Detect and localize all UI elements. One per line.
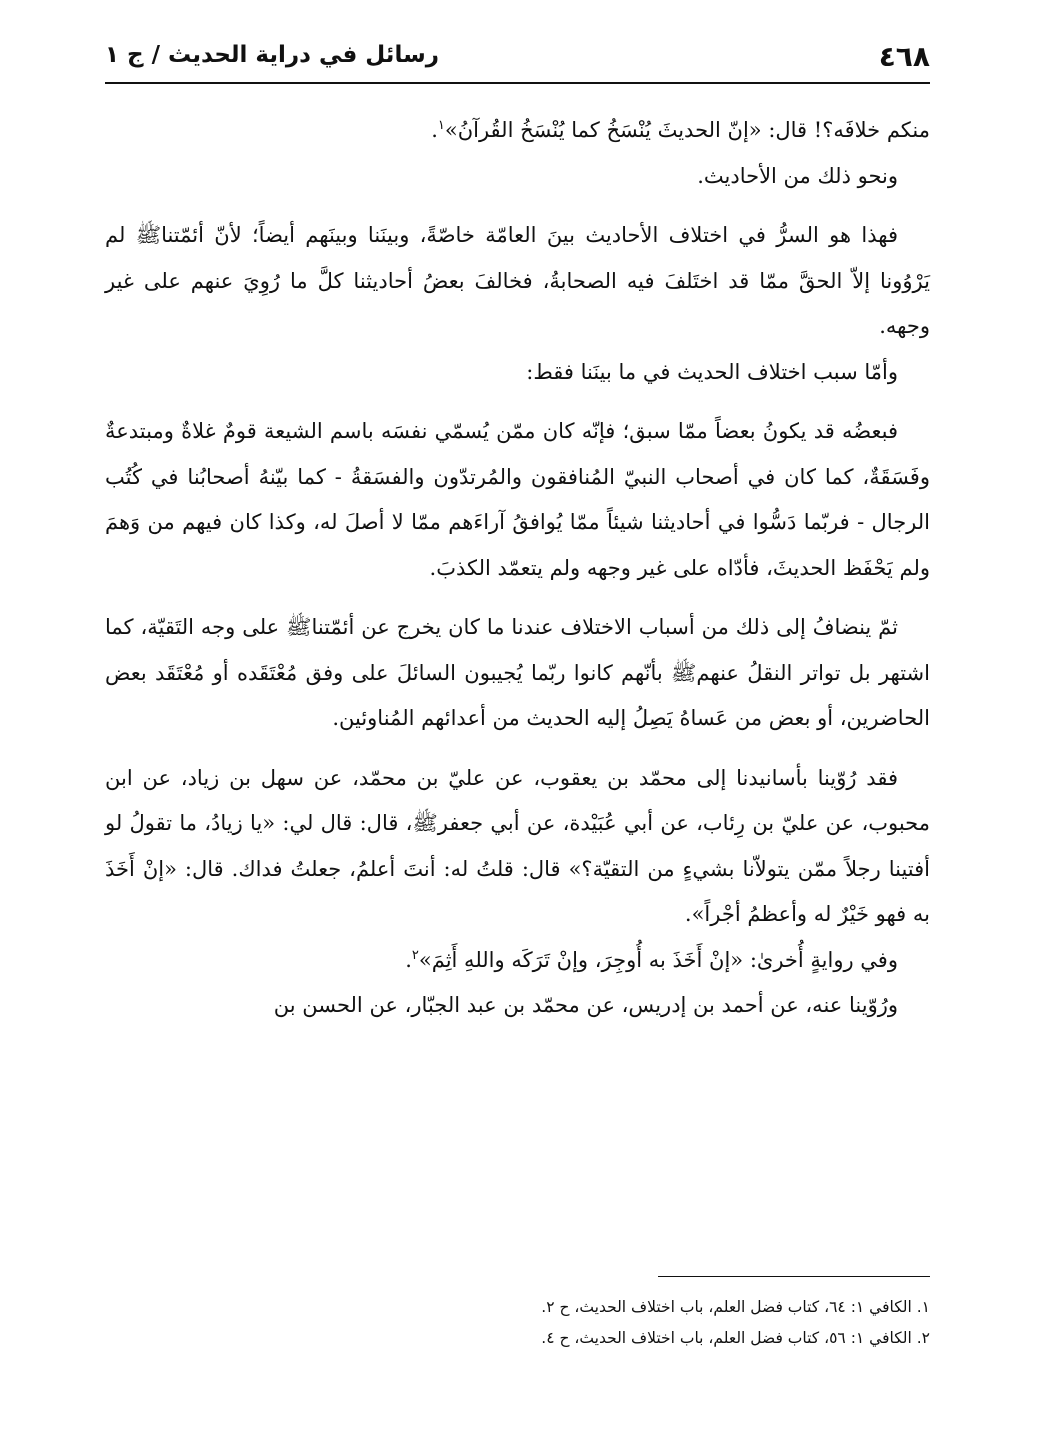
paragraph-tail: . [405, 947, 412, 972]
footnote: ١. الكافي ١: ٦٤، كتاب فضل العلم، باب اختلاف الحديث، ح ٢. [541, 1298, 930, 1316]
paragraph-text: منكم خلافَه؟! قال: «إنّ الحديثَ يُنْسَخُ كما يُنْسَخُ القُرآنُ» [444, 118, 930, 142]
paragraph-text: فهذا هو السرُّ في اختلاف الأحاديث بينَ العامّة خاصّةً، وبينَنا وبينَهم أيضاً؛ لأنّ أئمّتناﷺ لم يَرْوُونا إلاّ الحقَّ ممّا قد اختَلفَ فيه الصحابةُ، فخالفَ بعضُ أحاديثنا كلَّ ما رُوِيَ عنهم على غير وجهه. [105, 223, 930, 338]
page-header [105, 36, 930, 84]
paragraph [105, 154, 930, 200]
paragraph [105, 938, 930, 984]
paragraph [105, 983, 930, 1029]
paragraph [105, 605, 930, 742]
footnote: ٢. الكافي ١: ٥٦، كتاب فضل العلم، باب اختلاف الحديث، ح ٤. [541, 1329, 930, 1347]
paragraph [105, 756, 930, 938]
running-title: رسائل في دراية الحديث / ج ١ [105, 42, 439, 68]
header-rule [105, 82, 930, 84]
page-number: ٤٦٨ [878, 40, 930, 73]
paragraph-text: فقد رُوّينا بأسانيدنا إلى محمّد بن يعقوب، عن عليّ بن محمّد، عن سهل بن زياد، عن ابن محبوب، عن عليّ بن رِئاب، عن أبي عُبَيْدة، عن أبي جعفرﷺ، قال: قال لي: «يا زيادُ، ما تقولُ لو أفتينا رجلاً ممّن يتولاّنا بشيءٍ من التقيّة؟» قال: قلتُ له: أنتَ أعلمُ، جعلتُ فداك. قال: «إنْ أَخَذَ به فهو خَيْرٌ له وأعظمُ أجْراً». [105, 765, 930, 926]
paragraph-text: فبعضُه قد يكونُ بعضاً ممّا سبق؛ فإنّه كان ممّن يُسمّي نفسَه باسم الشيعة قومٌ غلاةٌ ومبتدعةٌ وفَسَقَةٌ، كما كان في أصحاب النبيّ المُنافقون والمُرتدّون والفسَقةُ - كما بيّنهُ أصحابُنا في كُتُب الرجال - فربّما دَسُّوا في أحاديثنا شيئاً ممّا يُوافقُ آراءَهم ممّا لا أصلَ له، وكذا كان فيهم من وَهمَ ولم يَحْفَظ الحديثَ، فأدّاه على غير وجهه ولم يتعمّد الكذبَ. [105, 419, 930, 580]
paragraph-text: ورُوّينا عنه، عن أحمد بن إدريس، عن محمّد بن عبد الجبّار، عن الحسن بن [273, 993, 898, 1017]
paragraph [105, 350, 930, 396]
paragraph-text: ونحو ذلك من الأحاديث. [697, 163, 898, 188]
footnote-marker: ١ [437, 118, 445, 133]
footnotes [105, 1292, 930, 1354]
main-text [105, 108, 930, 1029]
paragraph-text: وفي روايةٍ أُخرىٰ: «إنْ أَخَذَ به أُوجِرَ، وإنْ تَرَكَه واللهِ أَثِمَ» [418, 947, 898, 972]
paragraph-text: وأمّا سبب اختلاف الحديث في ما بينَنا فقط: [526, 359, 898, 384]
paragraph [105, 213, 930, 350]
paragraph [105, 108, 930, 154]
footnote-rule [658, 1276, 930, 1277]
paragraph-text: ثمّ ينضافُ إلى ذلك من أسباب الاختلاف عندنا ما كان يخرج عن أئمّتناﷺ على وجه التَقيّة، كما اشتهر بل تواتر النقلُ عنهمﷺ بأنّهم كانوا ربّما يُجيبون السائلَ على وفق مُعْتَقَده أو مُعْتَقَد بعض الحاضرين، أو بعض من عَساهُ يَصِلُ إليه الحديث من أعدائهم المُناوئين. [105, 615, 930, 730]
paragraph [105, 409, 930, 591]
footnote-marker: ٢ [411, 947, 419, 963]
paragraph-tail: . [431, 118, 438, 142]
